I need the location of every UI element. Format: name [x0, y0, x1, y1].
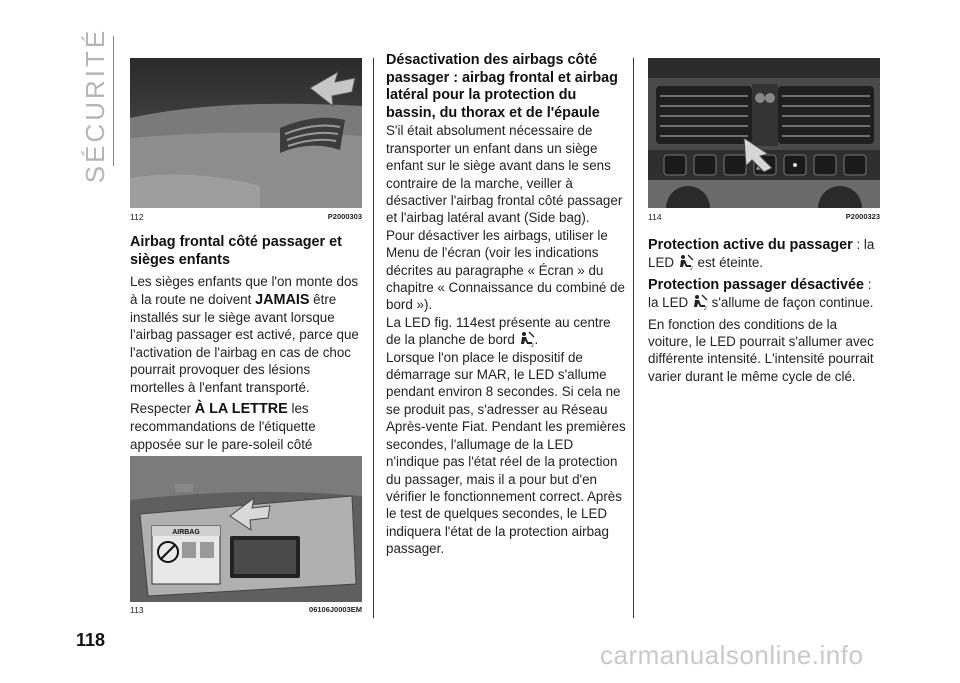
figure-code: P2000323 — [845, 212, 880, 221]
paragraph-transport: S'il était absolument nécessaire de transporter un enfant dans un siège enfant sur le siège avant dans le sens contraire de la marche, veiller à désactiver l'airbag frontal côté passager et l'airbag latéral avant (Side bag). — [386, 123, 623, 226]
section-title-text: SÉCURITÉ — [80, 27, 111, 183]
paragraph-lettre: Respecter À LA LETTRE les recommandations de l'étiquette apposée sur le pare-soleil côté — [130, 401, 316, 452]
section-title-vertical — [76, 27, 116, 183]
paragraph-jamais: Les sièges enfants que l'on monte dos à la route ne doivent JAMAIS être installés sur le siège avant lorsque l'airbag passager est activé, parce que l'activation de l'airbag en cas de choc pourrait provoquer des lésions mortelles à l'enfant transporté. — [130, 274, 359, 395]
column-1-text — [130, 234, 366, 471]
figure-code: P2000303 — [327, 212, 362, 221]
heading-desactivation: Désactivation des airbags côté passager : airbag frontal et airbag latéral pour la protection du bassin, du thorax et de l'épaule — [386, 52, 618, 121]
svg-text:2: 2 — [703, 306, 707, 311]
figure-112-caption — [130, 212, 362, 222]
paragraph-protection-desactivee: Protection passager désactivée : la LED 2 s'allume de façon continue. — [648, 276, 874, 311]
paragraph-menu: Pour désactiver les airbags, utiliser le Menu de l'écran (voir les indications décrites au paragraphe « Écran » du chapitre « Connaissance du combiné de bord »). — [386, 227, 625, 313]
airbag-off-led-icon — [519, 331, 535, 347]
column-2-text — [386, 52, 626, 558]
svg-text:2: 2 — [530, 343, 534, 348]
figure-number: 114 — [648, 212, 662, 222]
figure-number: 113 — [130, 605, 144, 615]
watermark-text: carmanualsonline.info — [600, 640, 864, 670]
column-3-text — [648, 236, 880, 385]
heading-airbag-frontal: Airbag frontal côté passager et sièges enfants — [130, 234, 342, 268]
page-number: 118 — [76, 630, 106, 650]
column-divider — [373, 58, 374, 618]
sun-visor-photo — [130, 456, 362, 602]
paragraph-led-position: La LED fig. 114est présente au centre de la planche de bord 2 . — [386, 314, 611, 348]
center-console-photo — [648, 58, 880, 208]
figure-114-photo — [648, 58, 880, 208]
airbag-off-led-icon — [692, 294, 708, 310]
figure-113-caption — [130, 605, 362, 615]
dashboard-photo — [130, 58, 362, 208]
airbag-label-text: AIRBAG — [172, 529, 200, 536]
section-title-rule — [113, 36, 114, 166]
figure-113-photo — [130, 456, 362, 602]
figure-112-photo — [130, 58, 362, 208]
airbag-off-led-icon — [678, 254, 694, 270]
svg-text:2: 2 — [689, 266, 693, 271]
paragraph-protection-active: Protection active du passager : la LED 2 est éteinte. — [648, 237, 875, 271]
figure-number: 112 — [130, 212, 144, 222]
figure-114-caption — [648, 212, 880, 222]
column-divider — [633, 58, 634, 618]
paragraph-intensite: En fonction des conditions de la voiture, le LED pourrait s'allumer avec différente intensité. L'intensité pourrait varier durant le même cycle de clé. — [648, 316, 874, 384]
paragraph-mar: Lorsque l'on place le dispositif de démarrage sur MAR, le LED s'allume pendant environ 8 secondes. Si cela ne se produit pas, s'adresser au Réseau Après-vente Fiat. Pendant les premières secondes, l'allumage de la LED n'indique pas l'état réel de la protection du passager, mais il a pour but d'en vérifier le fonctionnement correct. Après le test de quelques secondes, le LED indiquera l'état de la protection airbag passager. — [386, 349, 626, 557]
figure-code: 06106J0003EM — [309, 605, 362, 614]
